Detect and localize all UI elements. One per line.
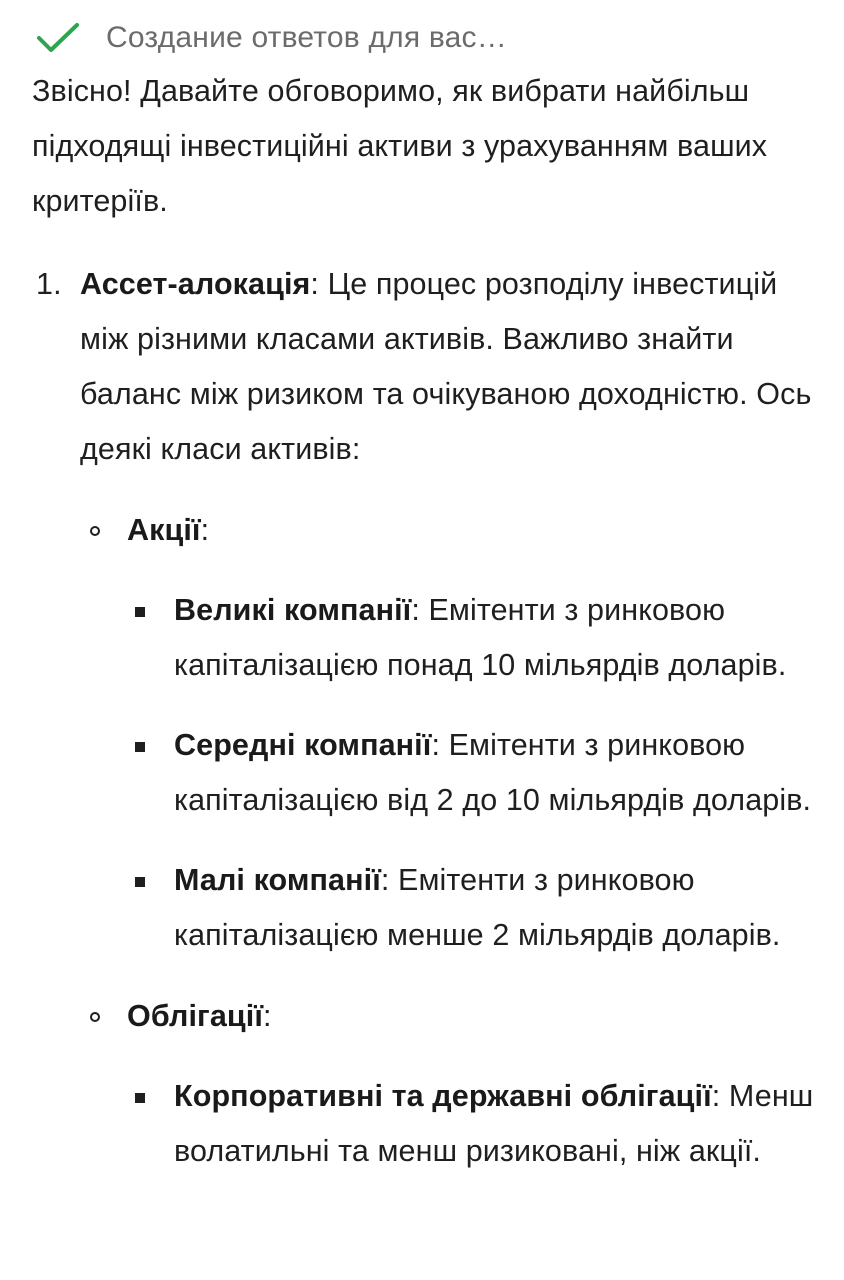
intro-paragraph: Звісно! Давайте обговоримо, як вибрати найбільш підходящі інвестиційні активи з урахуванням ваших критеріїв. — [32, 74, 768, 218]
circle-bullet-icon — [90, 1012, 100, 1022]
sub-item-text: : — [263, 999, 272, 1033]
item-text: : Це процес розподілу інвестицій між різними класами активів. Важливо знайти баланс між ризиком та очікуваною доходністю. Ось деякі класи активів: — [80, 267, 812, 466]
sub-list-item-stocks — [80, 503, 822, 558]
leaf-list-item — [127, 718, 822, 828]
square-bullet-icon — [135, 877, 145, 887]
item-title: Ассет-алокація — [80, 267, 311, 301]
leaf-item-title: Середні компанії — [174, 728, 432, 762]
leaf-item-text: : Менш волатильні та менш ризиковані, ніж акції. — [174, 1079, 814, 1168]
leaf-list-item — [127, 1069, 822, 1179]
square-bullet-icon — [135, 1093, 145, 1103]
leaf-item-title: Корпоративні та державні облігації — [174, 1079, 712, 1113]
numbered-list-item — [32, 257, 822, 477]
leaf-item-text: : Емітенти з ринковою капіталізацією менше 2 мільярдів доларів. — [174, 863, 781, 952]
square-bullet-icon — [135, 742, 145, 752]
leaf-item-title: Великі компанії — [174, 593, 412, 627]
list-number: 1. — [36, 267, 62, 301]
leaf-item-title: Малі компанії — [174, 863, 381, 897]
circle-bullet-icon — [90, 526, 100, 536]
leaf-list-item — [127, 583, 822, 693]
generation-status — [36, 14, 507, 62]
sub-item-text: : — [200, 513, 210, 547]
leaf-list-item — [127, 853, 822, 963]
leaf-item-text: : Емітенти з ринковою капіталізацією понад 10 мільярдів доларів. — [174, 593, 787, 682]
status-text: Создание ответов для вас… — [106, 21, 507, 54]
sub-item-title: Облігації — [127, 999, 264, 1033]
square-bullet-icon — [135, 607, 145, 617]
check-icon — [36, 22, 80, 54]
sub-list-item-bonds — [80, 989, 822, 1044]
sub-item-title: Акції — [127, 513, 201, 547]
assistant-message — [32, 64, 822, 1179]
leaf-item-text: : Емітенти з ринковою капіталізацією від 2 до 10 мільярдів доларів. — [174, 728, 812, 817]
